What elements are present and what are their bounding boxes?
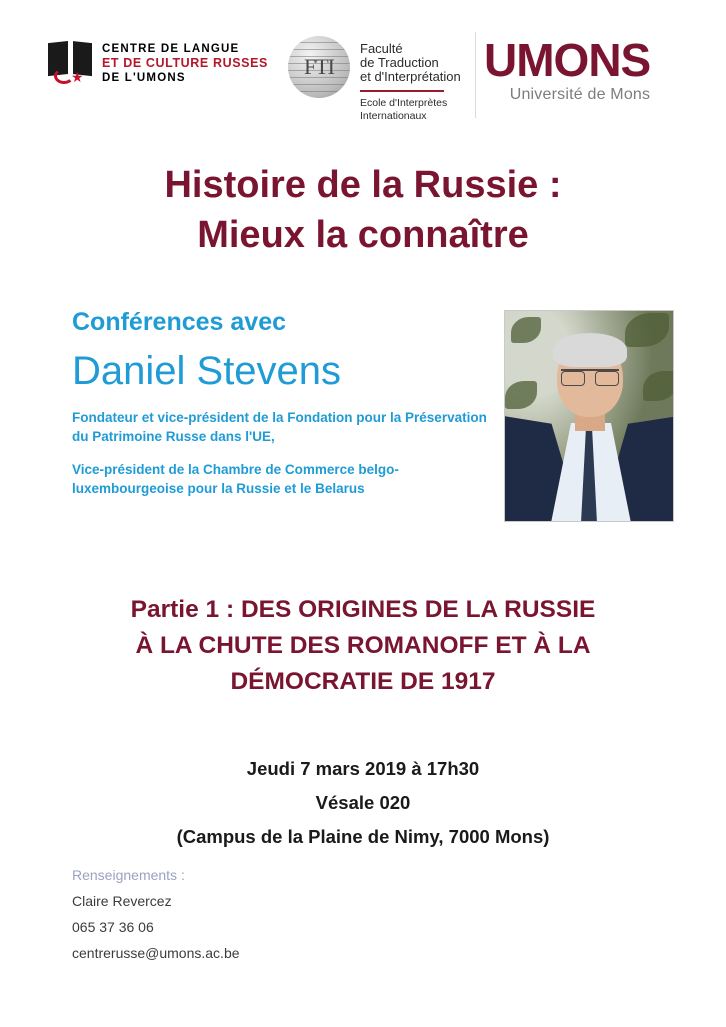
open-book-hammer-sickle-icon: ★: [48, 40, 94, 84]
speaker-block: [72, 306, 492, 512]
logo-faculte-traduction-interpretation: [288, 32, 476, 122]
logo-bar: [0, 32, 726, 122]
fti-line-2: de Traduction: [360, 55, 439, 70]
fti-line-4: Ecole d'Interprètes: [360, 97, 448, 109]
speaker-portrait: [504, 310, 674, 522]
logo-centre-langue-culture-russes: [48, 40, 268, 85]
clcr-line-2: ET DE CULTURE RUSSES: [102, 56, 268, 70]
contact-phone: 065 37 36 06: [72, 919, 154, 935]
fti-line-5: Internationaux: [360, 110, 427, 122]
contact-email[interactable]: centrerusse@umons.ac.be: [72, 945, 240, 961]
portrait-hair: [553, 333, 627, 367]
fti-line-3: et d'Interprétation: [360, 69, 461, 84]
fti-divider: [360, 90, 444, 92]
contact-block: [72, 862, 432, 966]
event-room: Vésale 020: [315, 792, 411, 813]
speaker-role-2: Vice-président de la Chambre de Commerce belgo-luxembourgeoise pour la Russie et le Belarus: [72, 462, 399, 496]
event-date: Jeudi 7 mars 2019 à 17h30: [246, 758, 480, 779]
speaker-roles: [72, 408, 492, 498]
conference-intro: Conférences avec: [72, 308, 287, 336]
umons-subtitle: Université de Mons: [509, 86, 651, 103]
umons-wordmark: UMONS: [484, 34, 651, 86]
event-details: [0, 752, 726, 854]
portrait-glasses: [561, 369, 619, 383]
speaker-role-1: Fondateur et vice-président de la Fondation pour la Préservation du Patrimoine Russe dans l'UE,: [72, 410, 487, 444]
event-campus: (Campus de la Plaine de Nimy, 7000 Mons): [176, 826, 550, 847]
part-title-line-1: Partie 1 : DES ORIGINES DE LA RUSSIE: [130, 596, 596, 623]
part-title: [56, 592, 670, 700]
fti-line-1: Faculté: [360, 41, 403, 56]
clcr-line-3: DE L'UMONS: [102, 72, 186, 84]
fti-globe-icon: [288, 36, 350, 98]
part-title-line-2: À LA CHUTE DES ROMANOFF ET À LA: [135, 632, 591, 659]
page-title-line-2: Mieux la connaître: [197, 214, 529, 256]
contact-heading: Renseignements :: [72, 867, 185, 883]
speaker-name: Daniel Stevens: [72, 349, 342, 393]
page-title-line-1: Histoire de la Russie :: [164, 164, 562, 206]
clcr-line-1: CENTRE DE LANGUE: [102, 43, 240, 55]
part-title-line-3: DÉMOCRATIE DE 1917: [230, 668, 496, 695]
page-title: [0, 160, 726, 260]
logo-umons: [484, 36, 650, 104]
contact-name: Claire Revercez: [72, 893, 172, 909]
